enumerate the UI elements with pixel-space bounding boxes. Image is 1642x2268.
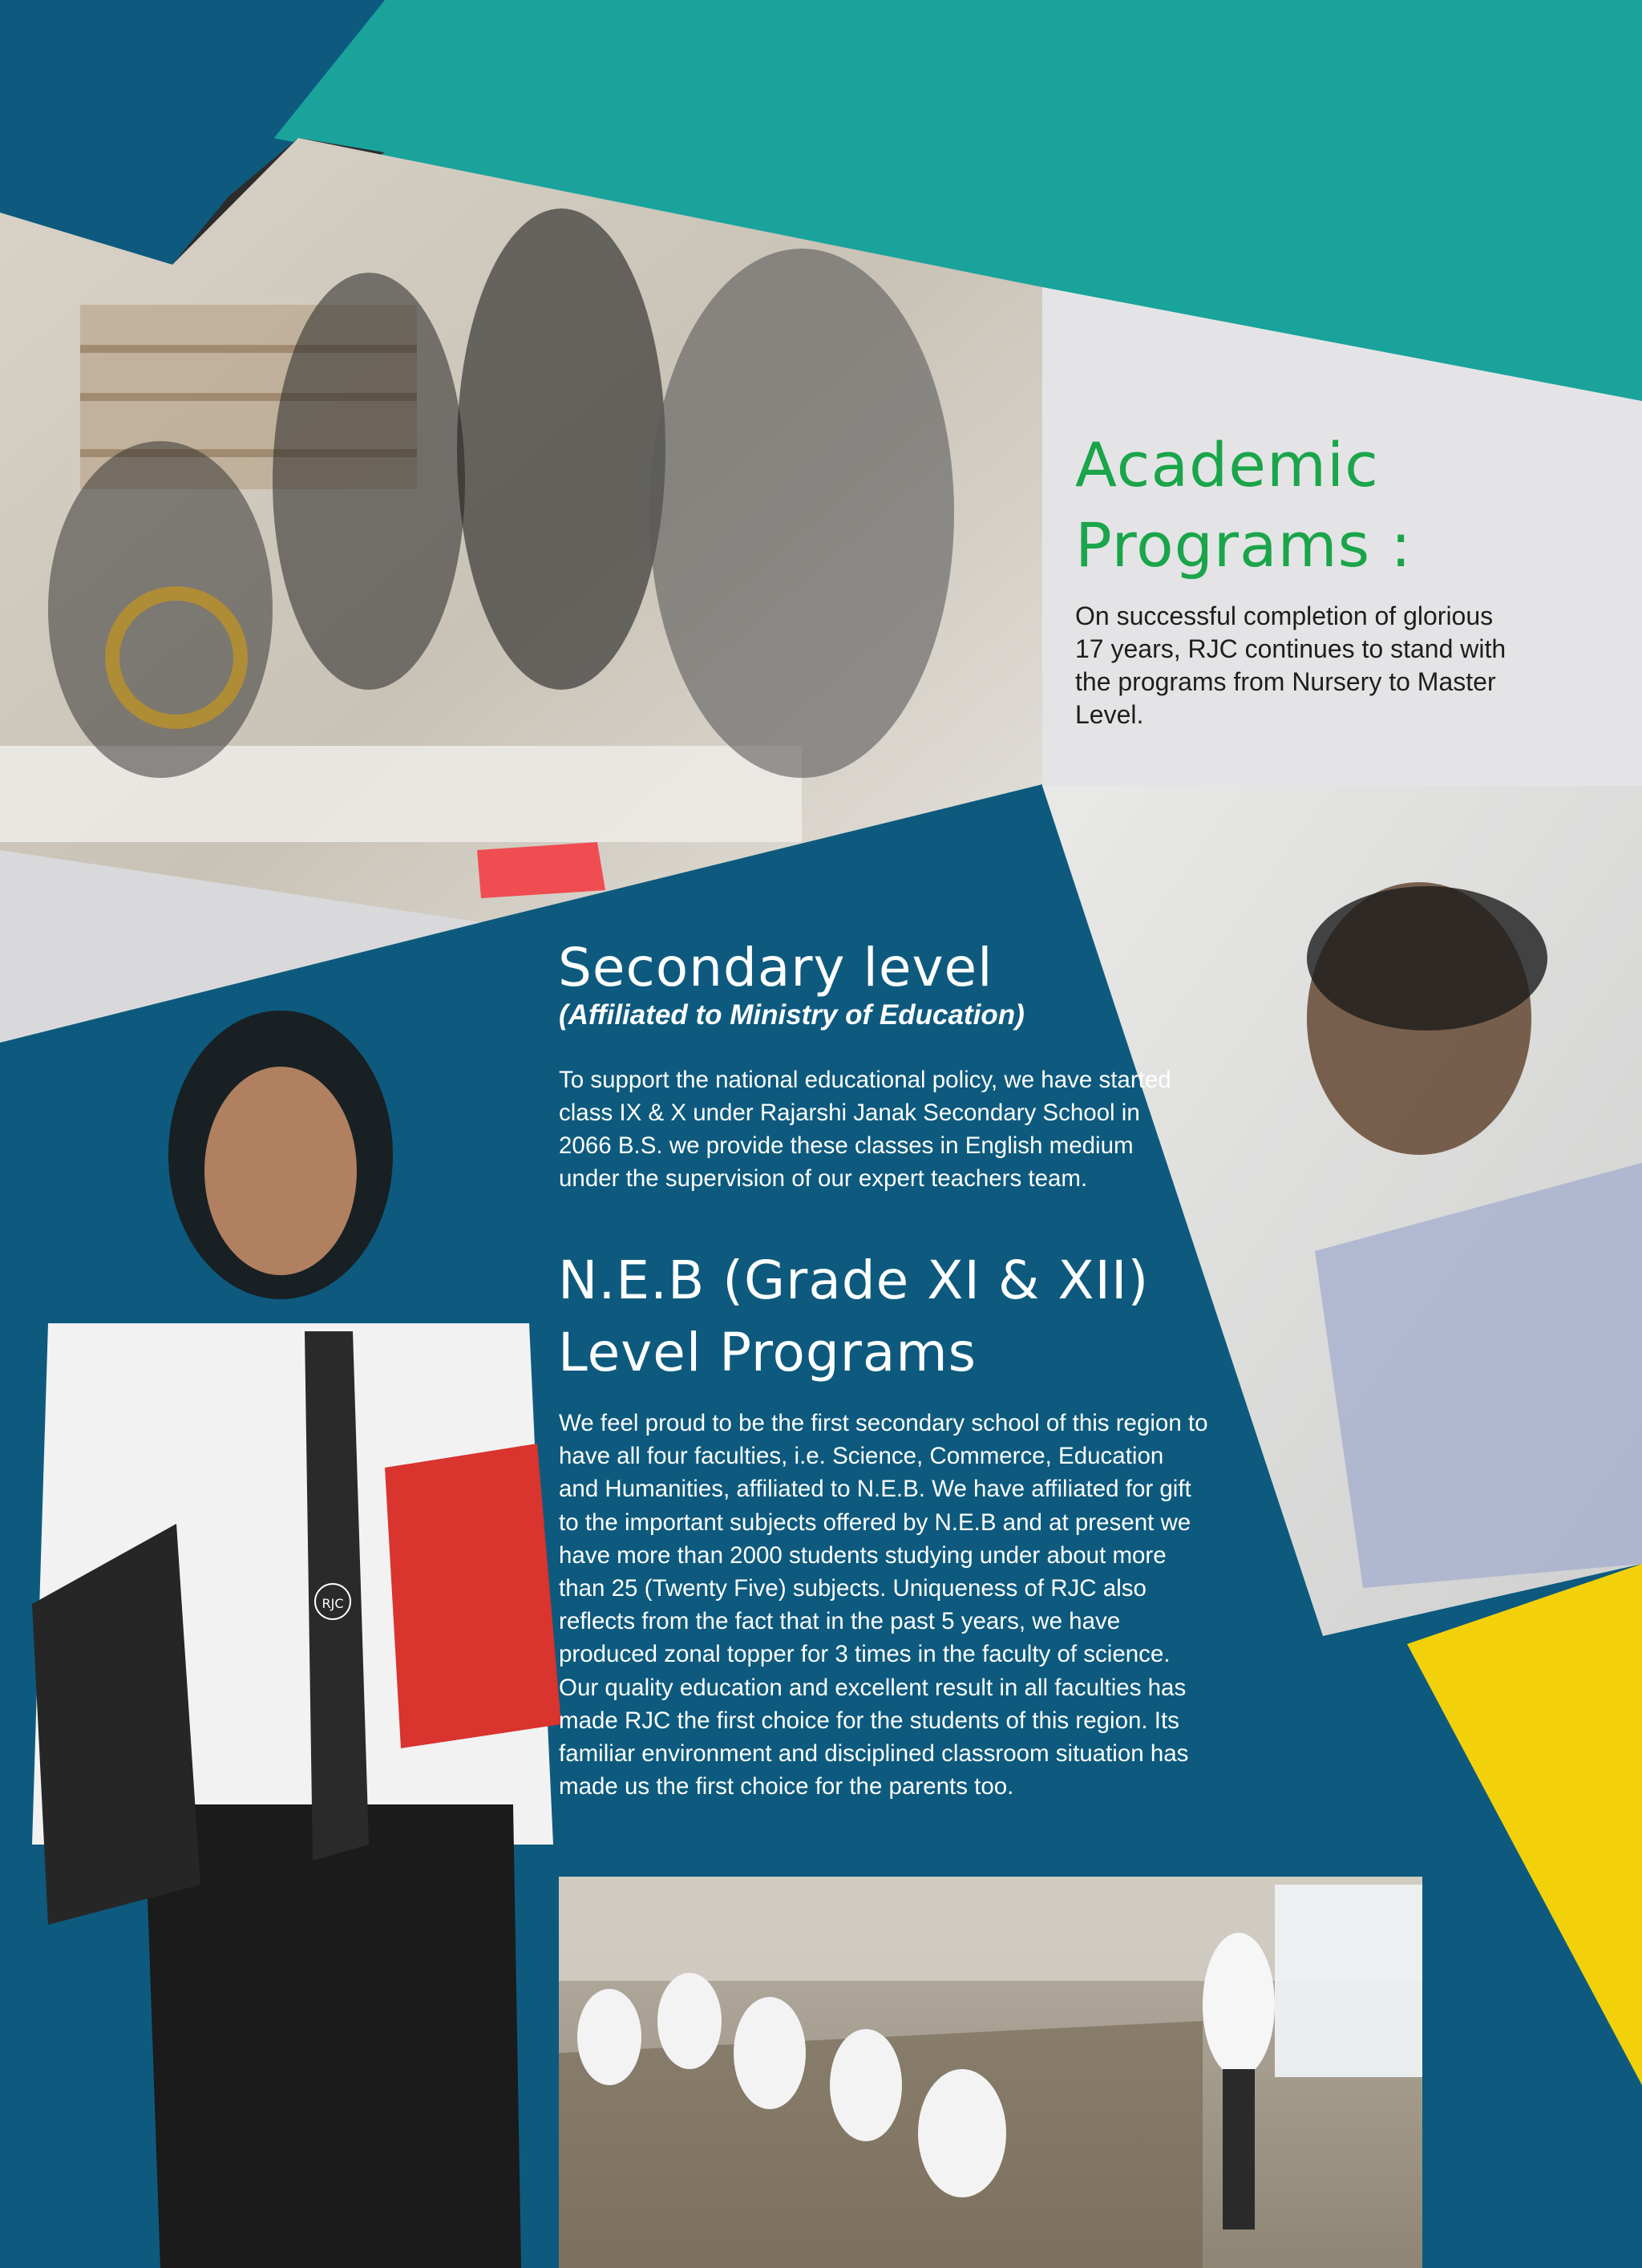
neb-programs-body: We feel proud to be the first secondary school of this region to have all four faculties, i.e. Science, Commerce, Education and Humanities, affiliated to N.E.B. We have affiliated for gift to the important subjects offered by N.E.B and at present we have more than 2000 students studying under about more than 25 (Twenty Five) subjects. Uniqueness of RJC also reflects from the fact that in the past 5 years, we have produced zonal topper for 3 times in the faculty of science. Our quality education and excellent result in all faculties has made RJC the first choice for the students of this region. Its familiar environment and disciplined classroom situation has made us the first choice for the parents too. bbox=[559, 1410, 1208, 1800]
academic-programs-heading bbox=[1075, 425, 1596, 585]
secondary-level-heading: Secondary level bbox=[558, 937, 993, 998]
academic-heading-line-1: Academic bbox=[1075, 429, 1379, 500]
academic-programs-intro: On successful completion of glorious 17 years, RJC continues to stand with the programs from Nursery to Master Level. bbox=[1075, 601, 1507, 729]
secondary-affiliation: (Affiliated to Ministry of Education) bbox=[559, 999, 1025, 1031]
neb-heading-line-1: N.E.B (Grade XI & XII) bbox=[558, 1249, 1150, 1311]
student-badge-text: RJC bbox=[322, 1596, 344, 1611]
neb-heading-line-2: Level Programs bbox=[558, 1322, 977, 1383]
academic-heading-line-2: Programs : bbox=[1075, 509, 1413, 581]
secondary-level-body: To support the national educational policy, we have started class IX & X under Rajarshi Janak Secondary School in 2066 B.S. we provide these classes in English medium under the supervision of our expert teachers team. bbox=[559, 1067, 1171, 1192]
neb-programs-heading bbox=[558, 1245, 1199, 1389]
